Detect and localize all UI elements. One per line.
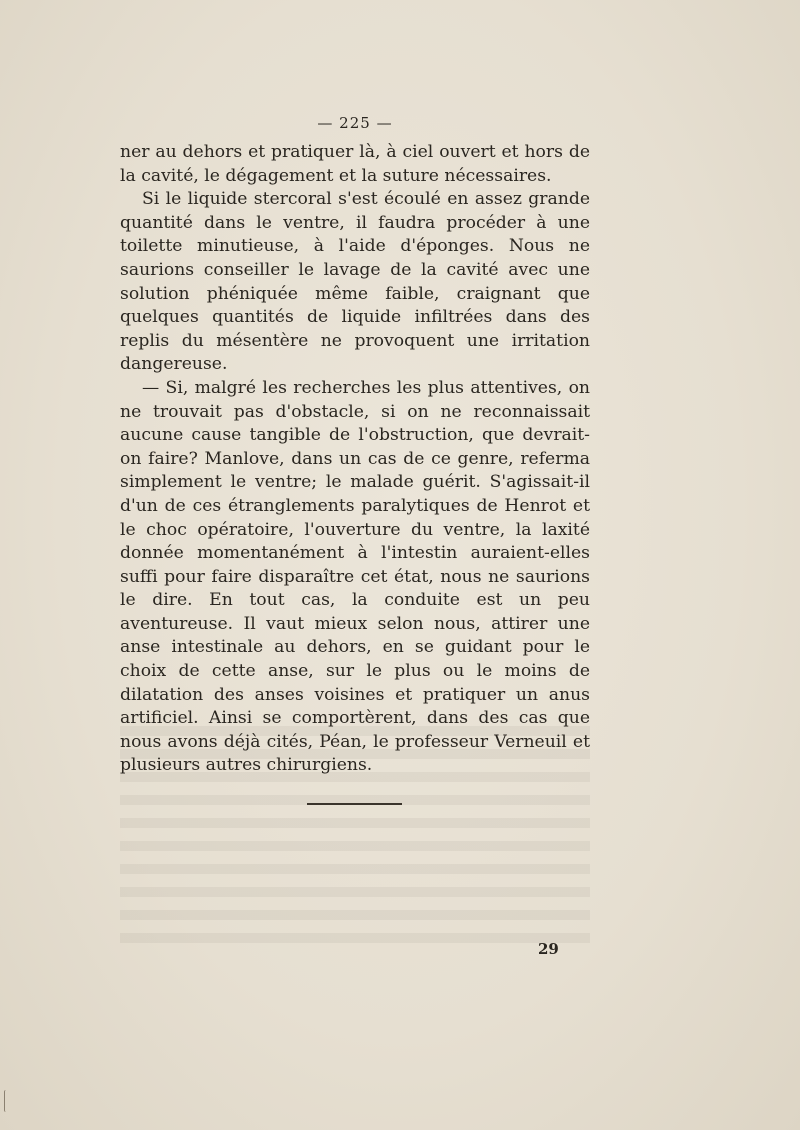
body-text [120, 141, 590, 778]
page-number: — 225 — [317, 114, 393, 132]
margin-pencil-mark [4, 1090, 8, 1112]
paragraph-no-obstacle: — Si, malgré les recherches les plus attentives, on ne trouvait pas d'obstacle, si on ne reconnaissait aucune cause tangible de l'obstruction, que devrait-on faire? Manlove, dans un cas de ce genre, referma simplement le ventre; le malade guérit. S'agissait-il d'un de ces étranglements paralytiques de Henrot et le choc opératoire, l'ouverture du ventre, la laxité donnée momentanément à l'intestin auraient-elles suffi pour faire disparaître cet état, nous ne saurions le dire. En tout cas, la conduite est un peu aventureuse. Il vaut mieux selon nous, attirer une anse intestinale au dehors, en se guidant pour le choix de cette anse, sur le plus ou le moins de dilatation des anses voisines et pratiquer un anus artificiel. Ainsi se comportèrent, dans des cas que nous avons déjà cités, Péan, le professeur Verneuil et plusieurs autres chirurgiens. [120, 377, 590, 776]
signature-mark: 29 [538, 940, 559, 958]
section-end-rule [307, 803, 402, 805]
paragraph-continuation: ner au dehors et pratiquer là, à ciel ouvert et hors de la cavité, le dégagement et la suture nécessaires. [120, 142, 590, 186]
paragraph-stercoral-liquid: Si le liquide stercoral s'est écoulé en assez grande quantité dans le ventre, il faudra procéder à une toilette minutieuse, à l'aide d'éponges. Nous ne saurions conseiller le lavage de la cavité avec une solution phéniquée même faible, craignant que quelques quantités de liquide infiltrées dans des replis du mésentère ne provoquent une irritation dangereuse. [120, 189, 590, 375]
